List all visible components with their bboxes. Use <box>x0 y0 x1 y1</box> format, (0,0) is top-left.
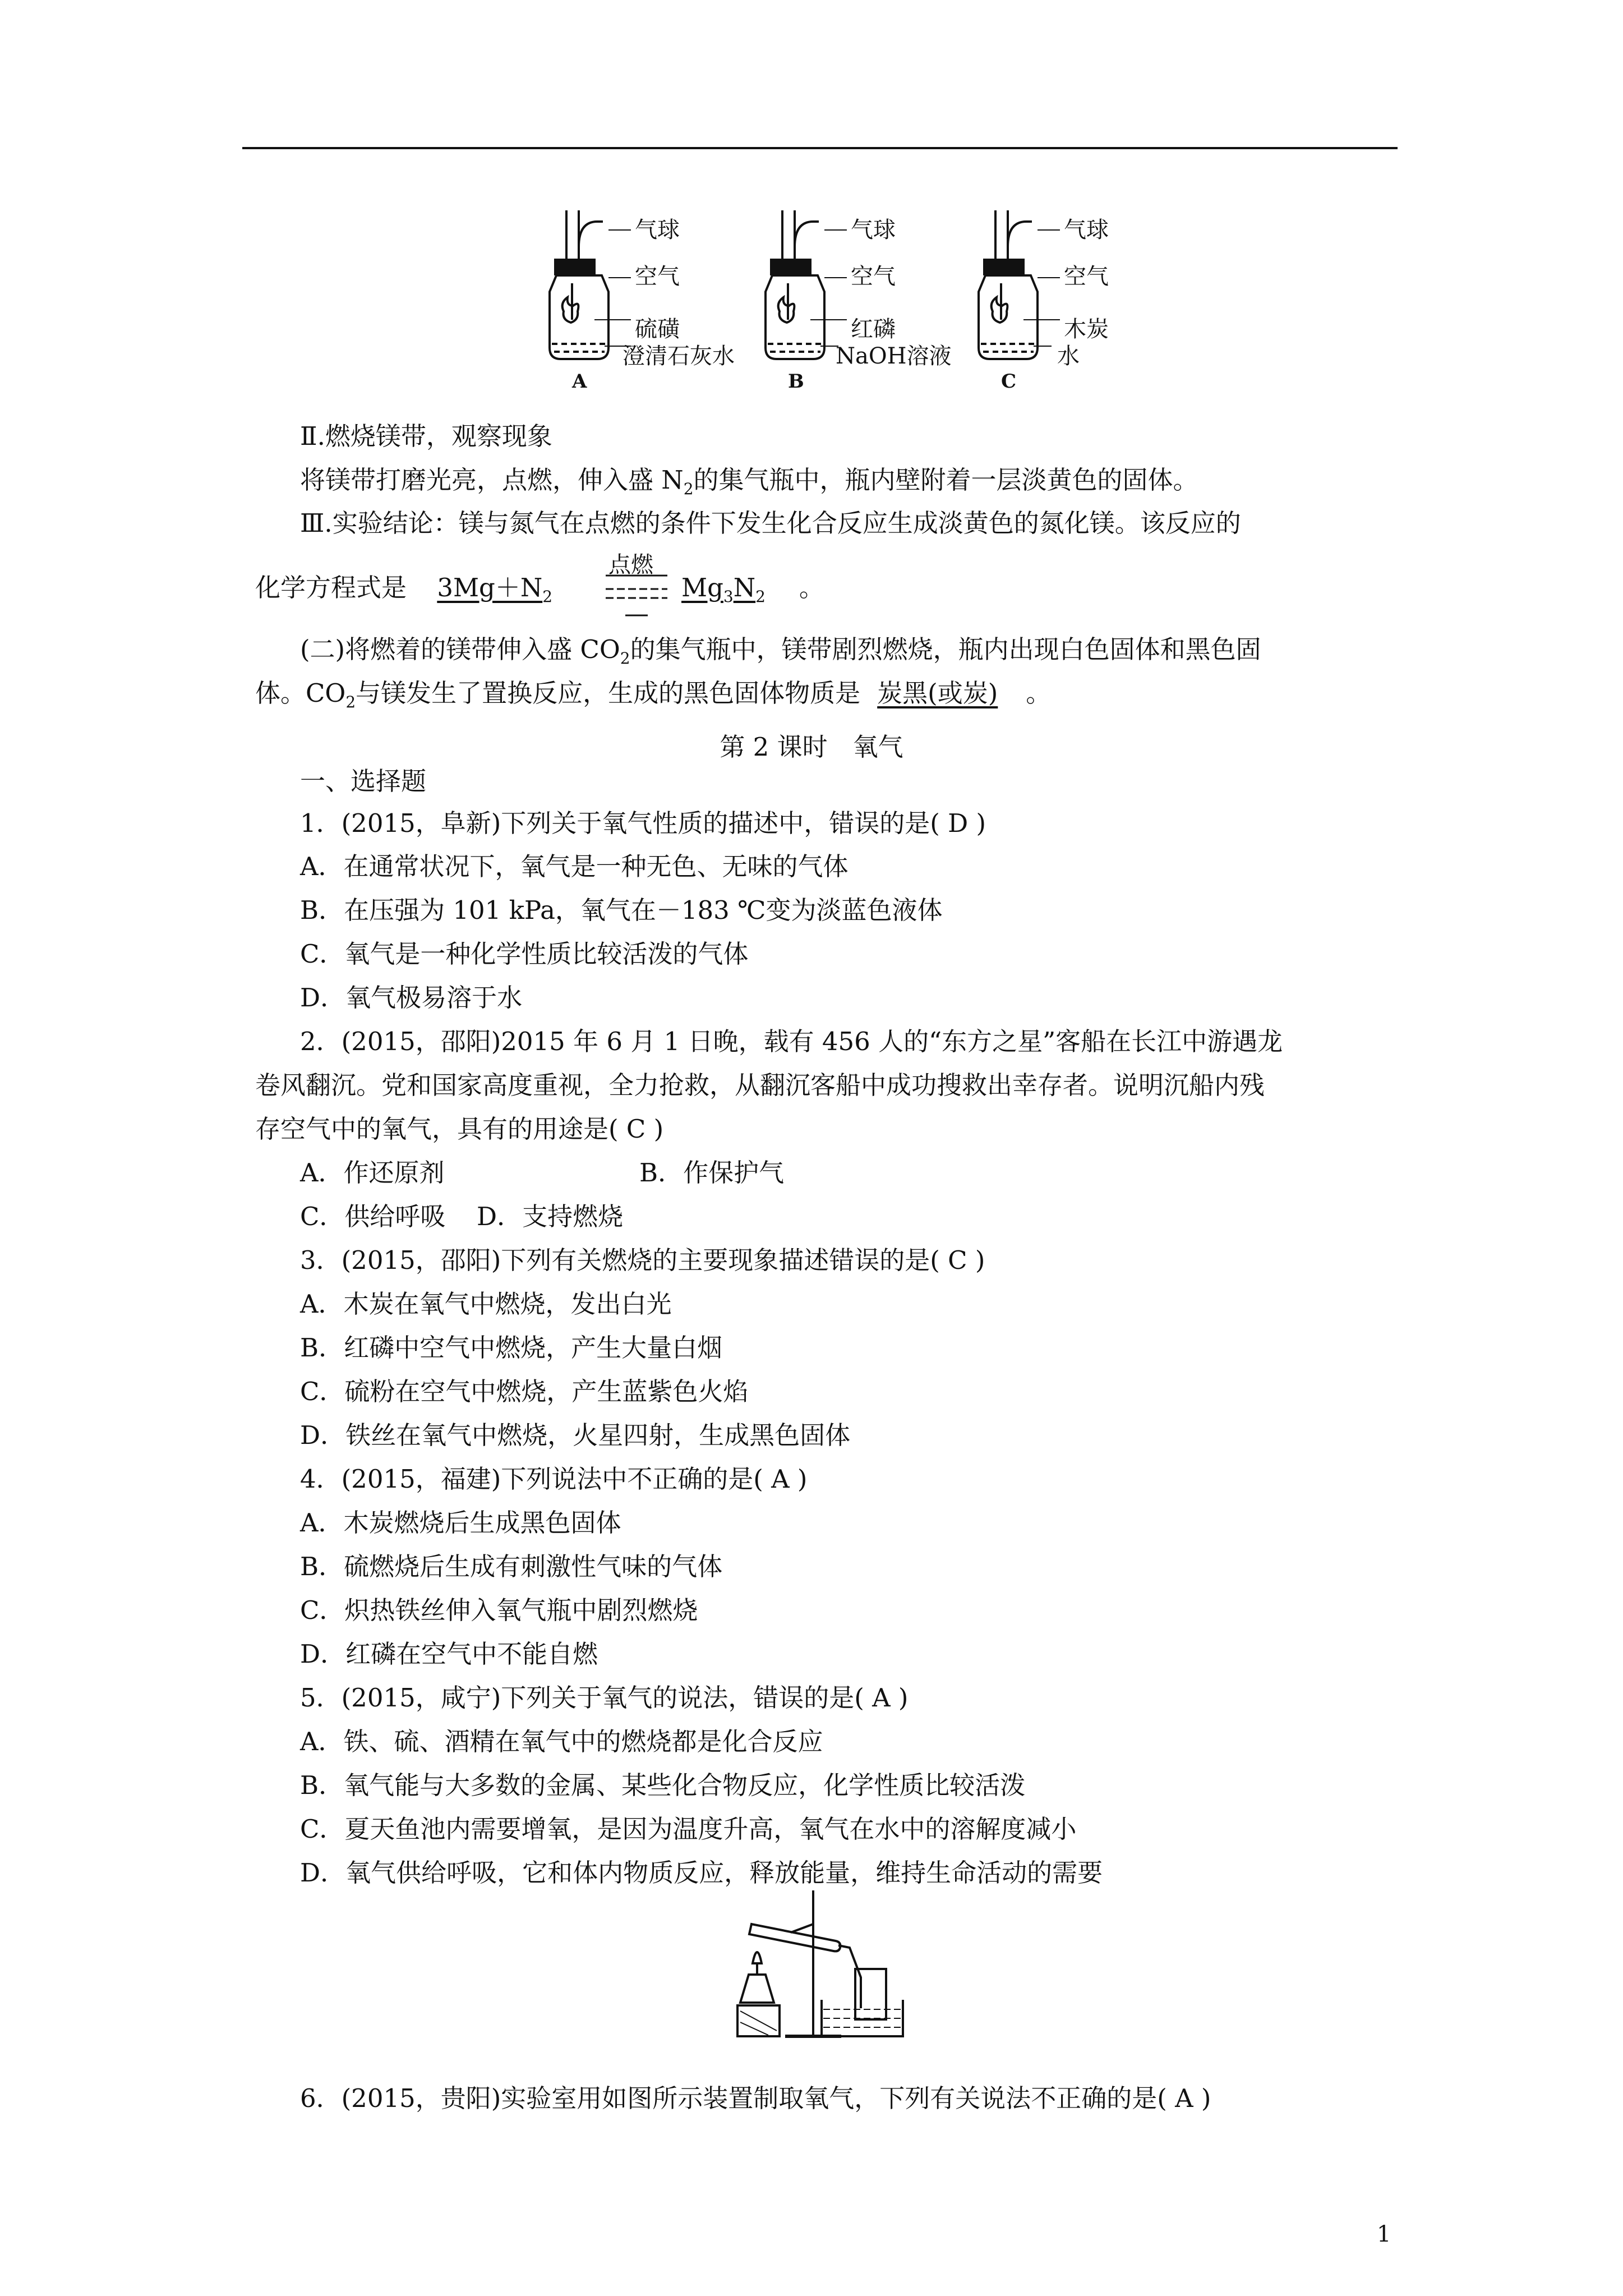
question-1-option-c: C．氧气是一种化学性质比较活泼的气体 <box>300 939 749 969</box>
question-1-option-a: A．在通常状况下，氧气是一种无色、无味的气体 <box>300 852 849 881</box>
question-5-option-a: A．铁、硫、酒精在氧气中的燃烧都是化合反应 <box>300 1727 823 1756</box>
question-1-option-b: B．在压强为 101 kPa，氧气在－183 ℃变为淡蓝色液体 <box>300 895 943 925</box>
question-2-option-b: B．作保护气 <box>639 1158 785 1188</box>
question-4-option-a: A．木炭燃烧后生成黑色固体 <box>300 1508 621 1538</box>
question-3-stem: 3．(2015，邵阳)下列有关燃烧的主要现象描述错误的是( C ) <box>300 1245 985 1275</box>
equation-left-side: $3Mg+N_2$ <box>437 573 553 606</box>
apparatus-c <box>967 199 1181 395</box>
caption-a: A <box>572 370 587 393</box>
question-3-option-c: C．硫粉在空气中燃烧，产生蓝紫色火焰 <box>300 1377 749 1406</box>
question-6-stem: 6．(2015，贵阳)实验室用如图所示装置制取氧气，下列有关说法不正确的是( A ) <box>300 2083 1211 2113</box>
label-sample-b: 红磷 <box>851 316 896 342</box>
page-number: 1 <box>1377 2221 1391 2247</box>
label-air-c: 空气 <box>1064 264 1109 289</box>
label-liquid-b: NaOH溶液 <box>836 343 952 369</box>
answer-black-solid: 炭黑(或炭) <box>877 678 998 708</box>
label-air-b: 空气 <box>851 264 896 289</box>
label-air-a: 空气 <box>635 264 680 289</box>
question-2-option-d: D．支持燃烧 <box>477 1202 624 1231</box>
label-liquid-a: 澄清石灰水 <box>623 343 735 369</box>
section-two-line1: (二)将燃着的镁带伸入盛 $CO_2$的集气瓶中，镁带剧烈燃烧，瓶内出现白色固体和黑色固 <box>300 634 1261 668</box>
label-sample-c: 木炭 <box>1064 316 1109 342</box>
label-balloon-c: 气球 <box>1064 217 1109 243</box>
caption-b: B <box>788 370 804 393</box>
apparatus-b <box>754 199 967 395</box>
question-4-stem: 4．(2015，福建)下列说法中不正确的是( A ) <box>300 1464 808 1494</box>
question-2-option-c: C．供给呼吸 <box>300 1202 446 1231</box>
header-rule <box>242 147 1398 149</box>
question-4-option-b: B．硫燃烧后生成有刺激性气味的气体 <box>300 1552 723 1581</box>
label-balloon-b: 气球 <box>851 217 896 243</box>
part-title: 一、选择题 <box>300 766 427 796</box>
section-ii-title: Ⅱ.燃烧镁带，观察现象 <box>300 421 552 451</box>
question-5-option-d: D．氧气供给呼吸，它和体内物质反应，释放能量，维持生命活动的需要 <box>300 1858 1103 1888</box>
apparatus-a <box>538 199 751 395</box>
question-3-option-a: A．木炭在氧气中燃烧，发出白光 <box>300 1289 672 1319</box>
oxygen-lab-apparatus-figure <box>729 1879 909 2047</box>
section-two-line2: 体。$CO_2$与镁发生了置换反应，生成的黑色固体物质是 炭黑(或炭) 。 <box>255 678 1052 711</box>
equation-right-side: $Mg_3N_2$ <box>681 573 766 606</box>
section-ii-text: 将镁带打磨光亮，点燃，伸入盛 $N_2$的集气瓶中，瓶内壁附着一层淡黄色的固体。 <box>300 465 1198 498</box>
section-iii-equation-line: 化学方程式是 $3Mg+N_2$ <box>255 575 564 605</box>
question-4-option-d: D．红磷在空气中不能自燃 <box>300 1639 598 1669</box>
question-2-option-a: A．作还原剂 <box>300 1158 445 1188</box>
label-balloon-a: 气球 <box>635 217 680 243</box>
lesson-title: 第 2 课时 氧气 <box>720 732 903 762</box>
question-3-option-d: D．铁丝在氧气中燃烧，火星四射，生成黑色固体 <box>300 1420 851 1450</box>
section-iii-line1: Ⅲ.实验结论：镁与氮气在点燃的条件下发生化合反应生成淡黄色的氮化镁。该反应的 <box>300 508 1241 538</box>
question-1-option-d: D．氧气极易溶于水 <box>300 983 523 1013</box>
question-5-option-c: C．夏天鱼池内需要增氧，是因为温度升高，氧气在水中的溶解度减小 <box>300 1814 1077 1844</box>
label-sample-a: 硫磺 <box>635 316 680 342</box>
question-5-option-b: B．氧气能与大多数的金属、某些化合物反应，化学性质比较活泼 <box>300 1770 1026 1800</box>
question-2-stem-line3: 存空气中的氧气，具有的用途是( C ) <box>255 1114 664 1144</box>
question-5-stem: 5．(2015，咸宁)下列关于氧气的说法，错误的是( A ) <box>300 1683 909 1713</box>
apparatus-figure <box>538 199 1183 395</box>
question-2-stem-line2: 卷风翻沉。党和国家高度重视，全力抢救，从翻沉客船中成功搜救出幸存者。说明沉船内残 <box>255 1070 1265 1100</box>
equation-equals-sign <box>606 573 667 621</box>
caption-c: C <box>1001 370 1017 393</box>
question-2-stem-line1: 2．(2015，邵阳)2015 年 6 月 1 日晚，载有 456 人的“东方之星”客船在长江中游遇龙 <box>300 1027 1283 1056</box>
equation-condition: 点燃 <box>608 552 653 578</box>
question-4-option-c: C．炽热铁丝伸入氧气瓶中剧烈燃烧 <box>300 1595 698 1625</box>
question-3-option-b: B．红磷中空气中燃烧，产生大量白烟 <box>300 1333 723 1363</box>
label-liquid-c: 水 <box>1057 343 1080 369</box>
equation-right-line: $Mg_3N_2$ 。 <box>681 573 824 606</box>
question-1-stem: 1．(2015，阜新)下列关于氧气性质的描述中，错误的是( D ) <box>300 808 986 838</box>
